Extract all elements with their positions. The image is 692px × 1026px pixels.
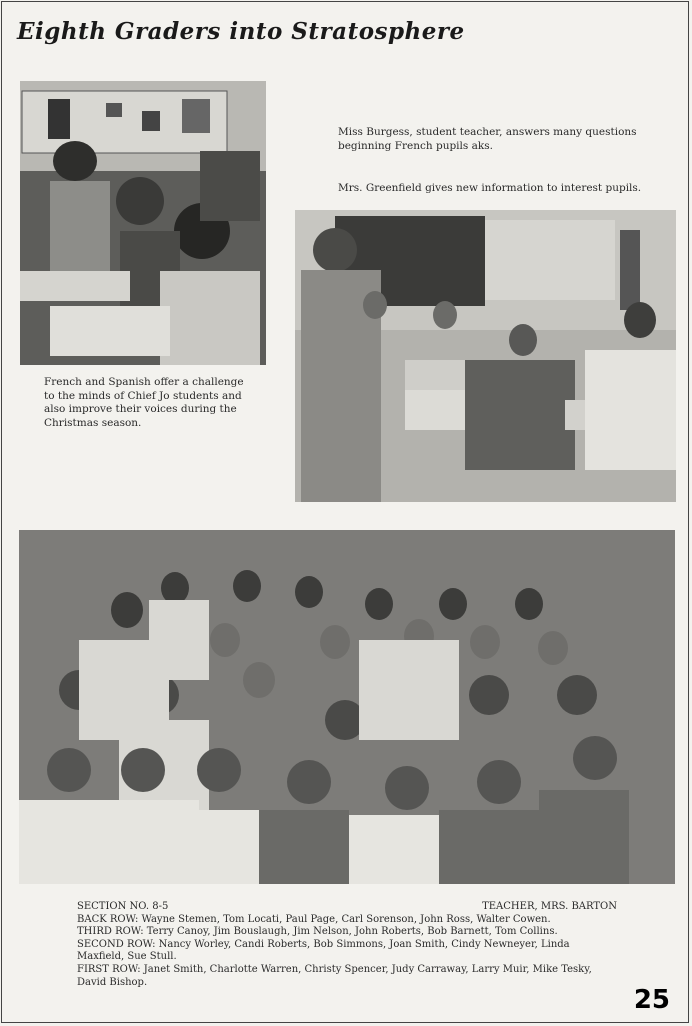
photo-classroom-mrs-greenfield xyxy=(295,210,676,502)
photo-section-8-5-group xyxy=(19,530,675,884)
caption-top-right-1: Miss Burgess, student teacher, answers many questions beginning French pupils aks. xyxy=(338,126,637,152)
first-row-names: FIRST ROW: Janet Smith, Charlotte Warren, Christy Spencer, Judy Carraway, Larry Muir, Mike Tesky, David Bishop. xyxy=(77,963,592,988)
section-header-line xyxy=(77,901,617,914)
second-row-names: SECOND ROW: Nancy Worley, Candi Roberts, Bob Simmons, Joan Smith, Cindy Newneyer, Linda Maxfield, Sue Stull. xyxy=(77,938,570,963)
third-row-names: THIRD ROW: Terry Canoy, Jim Bouslaugh, Jim Nelson, John Roberts, Bob Barnett, Tom Collins. xyxy=(77,926,558,938)
section-teacher: TEACHER, MRS. BARTON xyxy=(482,901,617,912)
page-number: 25 xyxy=(633,985,670,1015)
caption-left: French and Spanish offer a challenge to the minds of Chief Jo students and also improve their voices during the Christmas season. xyxy=(44,376,244,429)
section-credits xyxy=(77,901,617,989)
caption-top-right-2: Mrs. Greenfield gives new information to interest pupils. xyxy=(338,182,642,194)
photo-classroom-french-spanish xyxy=(20,81,266,365)
back-row-names: BACK ROW: Wayne Stemen, Tom Locati, Paul Page, Carl Sorenson, John Ross, Walter Cowen. xyxy=(77,913,551,925)
section-number: SECTION NO. 8-5 xyxy=(77,901,169,912)
page-title: Eighth Graders into Stratosphere xyxy=(17,18,465,45)
